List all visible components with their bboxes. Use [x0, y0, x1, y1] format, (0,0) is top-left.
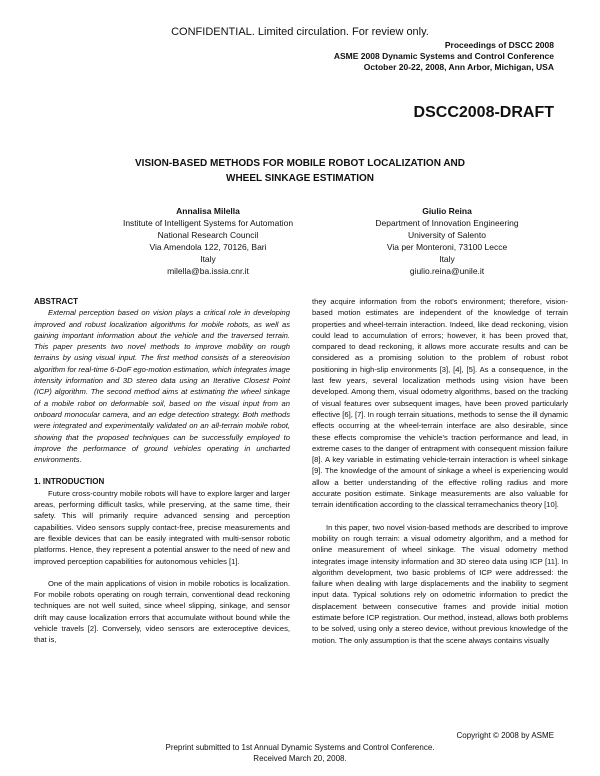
confidential-notice: CONFIDENTIAL. Limited circulation. For review only. [171, 26, 429, 38]
author-email[interactable]: milella@ba.issia.cnr.it [167, 266, 249, 276]
author-name: Annalisa Milella [176, 206, 240, 216]
title-line-1: VISION-BASED METHODS FOR MOBILE ROBOT LOCALIZATION AND [135, 158, 465, 169]
left-column [34, 296, 290, 646]
received-date: Received March 20, 2008. [253, 754, 347, 763]
copyright-notice: Copyright © 2008 by ASME [456, 731, 554, 740]
title-line-2: WHEEL SINKAGE ESTIMATION [226, 173, 374, 184]
intro-paragraph-1: Future cross-country mobile robots will have to explore larger and larger areas, performing difficult tasks, while preserving, at the same time, their safety. This will primarily require advanced sensing and perception capabilities. Video sensors supply contact-free, precise measurements and are flexible devices that can be easily integrated with multi-sensor robotic platforms. Hence, they represent a potential answer to the need of new and improved perception capabilities for autonomous vehicles [1]. [34, 488, 290, 566]
introduction-heading: 1. INTRODUCTION [34, 477, 105, 487]
author-email[interactable]: giulio.reina@unile.it [409, 266, 485, 276]
right-paragraph-1: they acquire information from the robot's environment; therefore, vision-based motion estimates are independent of the knowledge of terrain properties and wheel-terrain interaction. Indeed, like dead reckoning, vision could lead to accumulation of errors; however, it has been proved that, compared to dead reckoning, it allows more accurate results and can be considered as a promising solution to the problem of robust robot positioning in high-slip environments [3], [4], [5]. As a consequence, in the last few years, several localization methods using vision have been developed. Among them, visual odometry algorithms, based on the tracking of visual features over subsequent images, have been proved particularly effective [6], [7]. In rough terrain situations, methods to sense the ill dynamic effects occurring at the wheel-terrain interface are also desirable, since these effects compromise the vehicle's traction performance and lead, in extreme cases to the danger of entrapment with consequent mission failure [8]. A key variable in estimating vehicle-terrain interaction is wheel sinkage [9]. The knowledge of the amount of sinkage a wheel is experiencing would allow a better understanding of the effective rolling radius and more accurate position estimate. Sinkage measurements are also valuable for terrain identification according to the classical terramechanics theory [10]. [312, 297, 568, 510]
preprint-notice: Preprint submitted to 1st Annual Dynamic Systems and Control Conference. [165, 743, 435, 752]
intro-paragraph-2: One of the main applications of vision in mobile robotics is localization. For mobile robots operating on rough terrain, conventional dead reckoning techniques are not well suited, since wheel slipping, sinkage, and sensor drift may cause localization errors that accumulate without bound while the vehicle travels [2]. Conversely, video sensors are exteroceptive devices, that is, [34, 578, 290, 645]
author-affiliation: Institute of Intelligent Systems for Automation [122, 218, 294, 228]
author-country: Italy [200, 254, 216, 264]
author-country: Italy [439, 254, 455, 264]
author-block-1 [88, 205, 328, 277]
abstract-heading: ABSTRACT [34, 297, 78, 306]
author-affiliation: National Research Council [157, 230, 259, 240]
right-column [312, 296, 568, 646]
abstract-text: External perception based on vision plays a critical role in developing improved and robust localization algorithms for mobile robots, as well as gaining important information about the vehicle and the traversed terrain. This paper presents two novel methods to improve mobility on rough terrains by using visual input. The first method consists of a stereovision algorithm for real-time 6-DoF ego-motion estimation, which integrates image intensity information and 3D stereo data using an Iterative Closest Point (ICP) algorithm. The second method aims at estimating the wheel sinkage of a mobile robot on deformable soil, based on the visual input from an onboard monocular camera, and an edge detection strategy. Both methods were integrated and experimentally validated on an all-terrain mobile robot, showing that the proposed techniques can be successfully employed to improve the performance of ground vehicles operating in uncharted environments. [34, 308, 290, 465]
right-paragraph-2: In this paper, two novel vision-based methods are described to improve mobility on rough terrain: a visual odometry algorithm, and a method for online measurement of wheel sinkage. The visual odometry method integrates image intensity information and 3D stereo data using ICP [11]. In algorithm development, two basic problems of ICP were addressed: the failure when dealing with large displacements and the inability to segment input data. Typical solutions rely on odometric information to predict the displacement between consecutive frames and provide initial motion estimate before ICP registration. Our method, instead, allows both problems to be solved, using only a stereo device, without previous knowledge of the motion. The only assumption is that the scene always contains visually [312, 522, 568, 645]
author-block-2 [327, 205, 567, 277]
draft-id: DSCC2008-DRAFT [413, 104, 554, 121]
conference-line: ASME 2008 Dynamic Systems and Control Conference [333, 51, 554, 61]
author-name: Giulio Reina [422, 206, 472, 216]
proceedings-line: Proceedings of DSCC 2008 [444, 40, 554, 50]
author-address: Via Amendola 122, 70126, Bari [149, 242, 267, 252]
author-affiliation: Department of Innovation Engineering [375, 218, 519, 228]
author-affiliation: University of Salento [408, 230, 486, 240]
paper-title [0, 156, 600, 186]
conference-dates: October 20-22, 2008, Ann Arbor, Michigan, USA [363, 62, 554, 72]
author-address: Via per Monteroni, 73100 Lecce [386, 242, 508, 252]
